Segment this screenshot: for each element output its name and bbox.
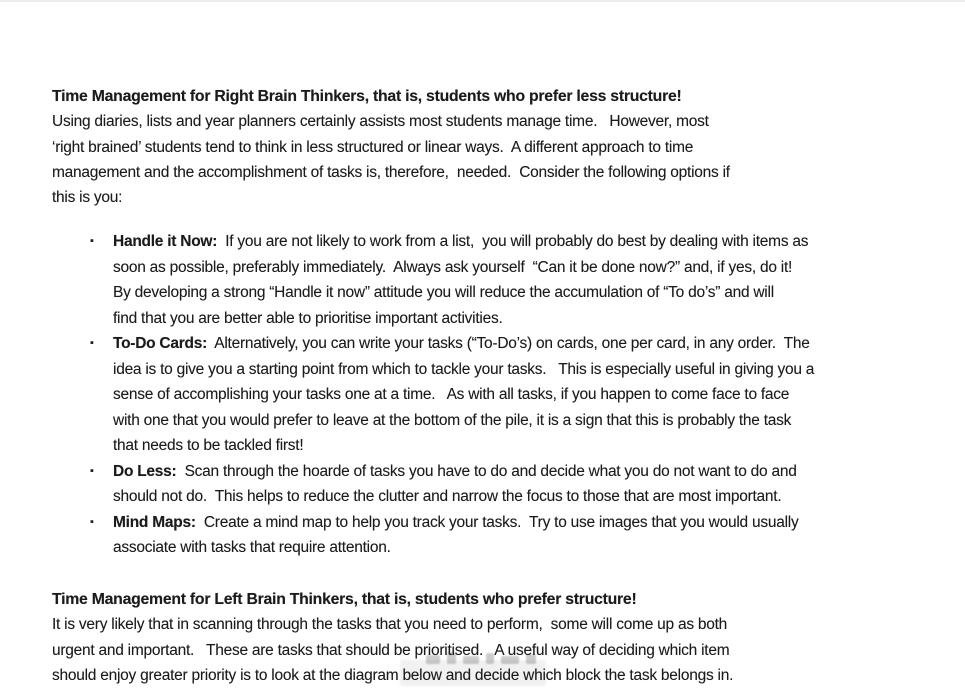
bullet-square-icon: ▪: [90, 235, 94, 247]
section-right-brain-heading: Time Management for Right Brain Thinkers, that is, students who prefer less structure!: [52, 88, 682, 105]
paragraph-line: should enjoy greater priority is to look at the diagram below and decide which block the task belongs in.: [52, 666, 734, 684]
bullet-line: should not do. This helps to reduce the clutter and narrow the focus to those that are most important.: [113, 488, 782, 505]
bullet-handle-it-now: [52, 229, 814, 331]
bullet-label: To-Do Cards:: [113, 335, 208, 352]
bullet-line: soon as possible, preferably immediately. Always ask yourself “Can it be done now?” and, if yes, do it!: [113, 258, 793, 276]
bullet-line: [113, 510, 814, 536]
bullet-line: with one that you would prefer to leave at the bottom of the pile, it is a sign that this is probably the task: [113, 411, 792, 429]
bullet-label: Handle it Now:: [113, 233, 218, 250]
paragraph-line: urgent and important. These are tasks that should be prioritised. A useful way of deciding which item: [52, 641, 730, 659]
bullet-line: sense of accomplishing your tasks one at a time. As with all tasks, if you happen to come face to face: [113, 386, 790, 403]
bullet-text: Create a mind map to help you track your tasks. Try to use images that you would usually: [195, 513, 799, 531]
bullet-line: idea is to give you a starting point from which to tackle your tasks. This is especially useful in giving you a: [113, 360, 815, 378]
options-bullet-list: [52, 229, 814, 561]
bullet-text: Alternatively, you can write your tasks (“To-Do’s) on cards, one per card, in any order. The: [207, 335, 810, 352]
bullet-mind-maps: [52, 510, 814, 561]
bullet-label: Do Less:: [113, 462, 177, 480]
bullet-line: find that you are better able to prioritise important activities.: [113, 309, 503, 327]
bullet-square-icon: ▪: [90, 337, 94, 349]
paragraph-line: ‘right brained’ students tend to think in less structured or linear ways. A different approach to time: [52, 138, 694, 156]
paragraph-line: It is very likely that in scanning through the tasks that you need to perform, some will come up as both: [52, 616, 728, 634]
bullet-to-do-cards: [52, 331, 814, 459]
bullet-label: Mind Maps:: [113, 513, 196, 531]
scan-edge-line: [0, 0, 965, 2]
bullet-line: that needs to be tackled first!: [113, 437, 304, 454]
bullet-line: [113, 229, 814, 255]
bullet-do-less: [52, 459, 814, 510]
section-left-brain: [52, 587, 935, 688]
paragraph-line: management and the accomplishment of tasks is, therefore, needed. Consider the following options if: [52, 163, 730, 181]
bullet-text: If you are not likely to work from a list, you will probably do best by dealing with items as: [217, 233, 809, 250]
section-left-brain-heading: Time Management for Left Brain Thinkers, that is, students who prefer structure!: [52, 591, 637, 608]
paragraph-line: Using diaries, lists and year planners certainly assists most students manage time. However, most: [52, 113, 709, 131]
section-right-brain: [52, 84, 935, 210]
bullet-square-icon: ▪: [90, 515, 94, 528]
bullet-line: By developing a strong “Handle it now” attitude you will reduce the accumulation of “To do’s” and will: [113, 284, 774, 301]
bullet-text: Scan through the hoarde of tasks you have to do and decide what you do not want to do and: [176, 462, 797, 480]
bullet-line: [113, 331, 814, 357]
bullet-line: associate with tasks that require attention.: [113, 539, 391, 556]
paragraph-line: this is you:: [52, 189, 123, 207]
bullet-square-icon: ▪: [90, 464, 94, 477]
bullet-line: [113, 459, 814, 485]
